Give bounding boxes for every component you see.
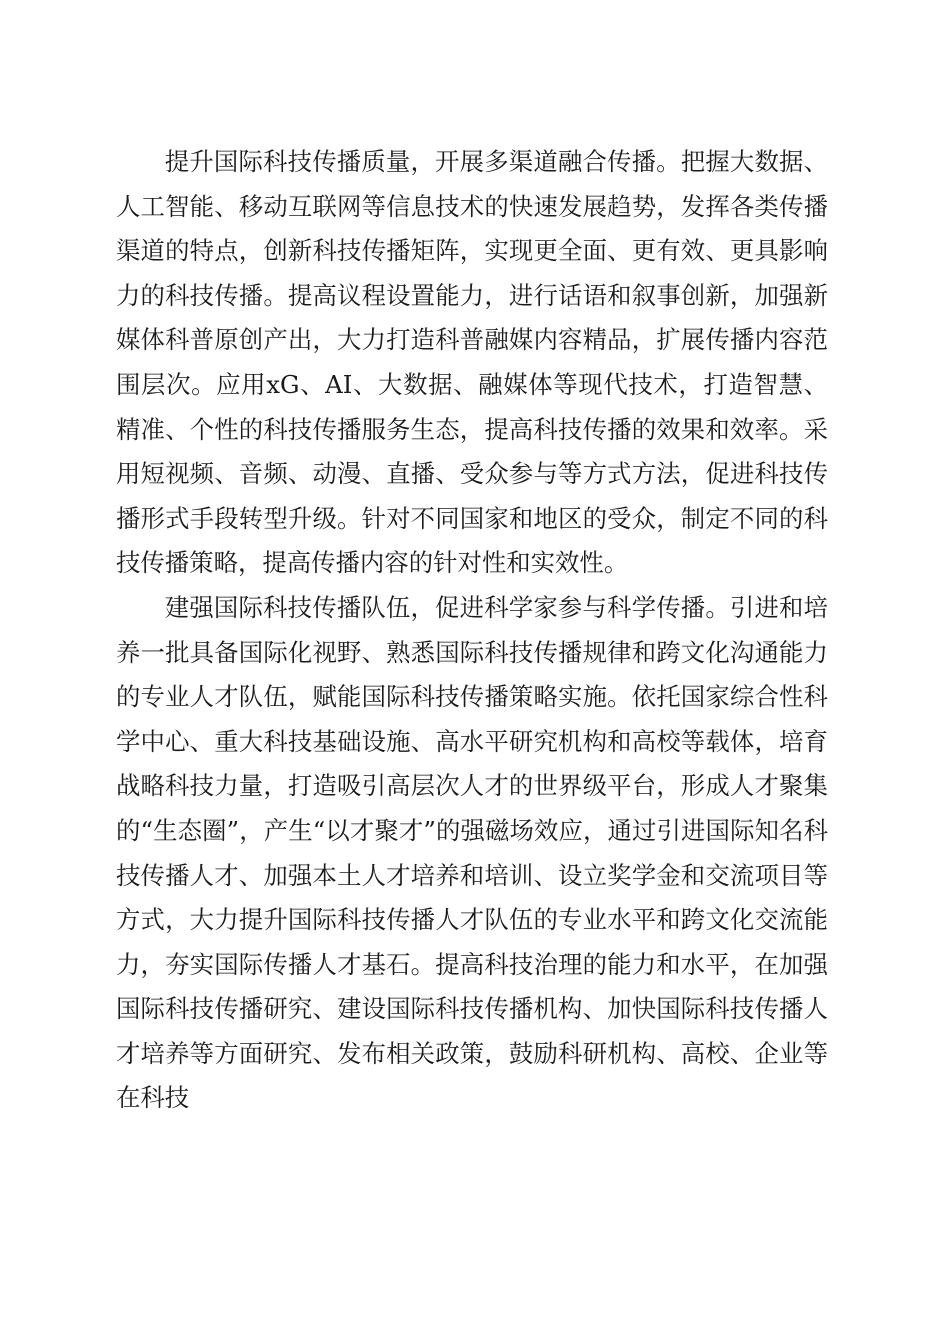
paragraph-communication-quality: 提升国际科技传播质量，开展多渠道融合传播。把握大数据、人工智能、移动互联网等信息技术的快速发展趋势，发挥各类传播渠道的特点，创新科技传播矩阵，实现更全面、更有效、更具影响力的科技传播。提高议程设置能力，进行话语和叙事创新，加强新媒体科普原创产出，大力打造科普融媒内容精品，扩展传播内容范围层次。应用xG、AI、大数据、融媒体等现代技术，打造智慧、精准、个性的科技传播服务生态，提高科技传播的效果和效率。采用短视频、音频、动漫、直播、受众参与等方式方法，促进科技传播形式手段转型升级。针对不同国家和地区的受众，制定不同的科技传播策略，提高传播内容的针对性和实效性。	[116, 147, 828, 578]
document-body	[116, 140, 828, 1121]
paragraph-communication-team: 建强国际科技传播队伍，促进科学家参与科学传播。引进和培养一批具备国际化视野、熟悉国际科技传播规律和跨文化沟通能力的专业人才队伍，赋能国际科技传播策略实施。依托国家综合性科学中心、重大科技基础设施、高水平研究机构和高校等载体，培育战略科技力量，打造吸引高层次人才的世界级平台，形成人才聚集的“生态圈”，产生“以才聚才”的强磁场效应，通过引进国际知名科技传播人才、加强本土人才培养和培训、设立奖学金和交流项目等方式，大力提升国际科技传播人才队伍的专业水平和跨文化交流能力，夯实国际传播人才基石。提高科技治理的能力和水平，在加强国际科技传播研究、建设国际科技传播机构、加快国际科技传播人才培养等方面研究、发布相关政策，鼓励科研机构、高校、企业等在科技	[116, 592, 828, 1113]
